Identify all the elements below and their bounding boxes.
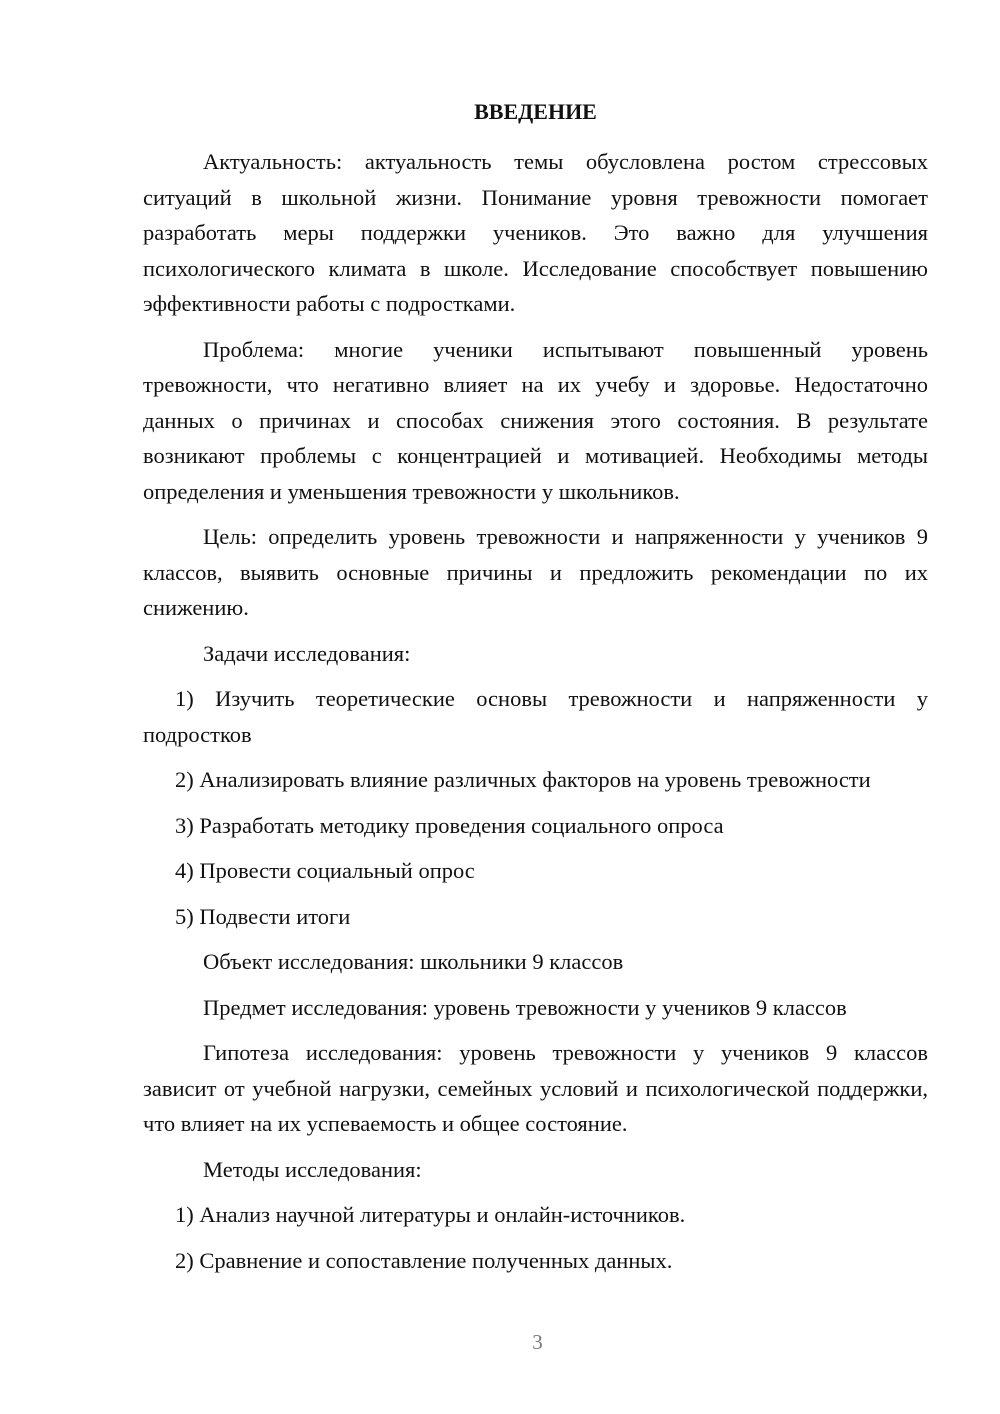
task-item-2: 2) Анализировать влияние различных факторов на уровень тревожности [175,767,871,792]
task-item-3: 3) Разработать методику проведения социального опроса [175,812,724,838]
task-item-5: 5) Подвести итоги [175,903,351,929]
methods-title: Методы исследования: [203,1156,422,1182]
section-heading: ВВЕДЕНИЕ [474,99,597,124]
relevance-paragraph: Актуальность: актуальность темы обусловлена ростом стрессовых ситуаций в школьной жизни. Понимание уровня тревожности помогает разработать меры поддержки учеников. Это важно для улучшения психологического климата в школе. Исследование способствует повышению эффективности работы с подростками. [143,149,928,316]
object-paragraph: Объект исследования: школьники 9 классов [203,949,624,974]
method-item-2: 2) Сравнение и сопоставление полученных данных. [175,1247,673,1273]
problem-paragraph: Проблема: многие ученики испытывают повышенный уровень тревожности, что негативно влияет на их учебу и здоровье. Недостаточно данных о причинах и способах снижения этого состояния. В результате возникают проблемы с концентрацией и мотивацией. Необходимы методы определения и уменьшения тревожности у школьников. [143,336,928,504]
tasks-title: Задачи исследования: [203,640,411,666]
document-page [143,94,928,1288]
subject-paragraph: Предмет исследования: уровень тревожности у учеников 9 классов [203,994,847,1020]
task-item-4: 4) Провести социальный опрос [175,858,475,883]
hypothesis-paragraph: Гипотеза исследования: уровень тревожности у учеников 9 классов зависит от учебной нагрузки, семейных условий и психологической поддержки, что влияет на их успеваемость и общее состояние. [143,1040,928,1136]
goal-paragraph: Цель: определить уровень тревожности и напряженности у учеников 9 классов, выявить основные причины и предложить рекомендации по их снижению. [143,524,928,620]
method-item-1: 1) Анализ научной литературы и онлайн-источников. [175,1202,686,1227]
task-item-1: 1) Изучить теоретические основы тревожности и напряженности у подростков [143,686,928,747]
page-number: 3 [532,1330,543,1354]
